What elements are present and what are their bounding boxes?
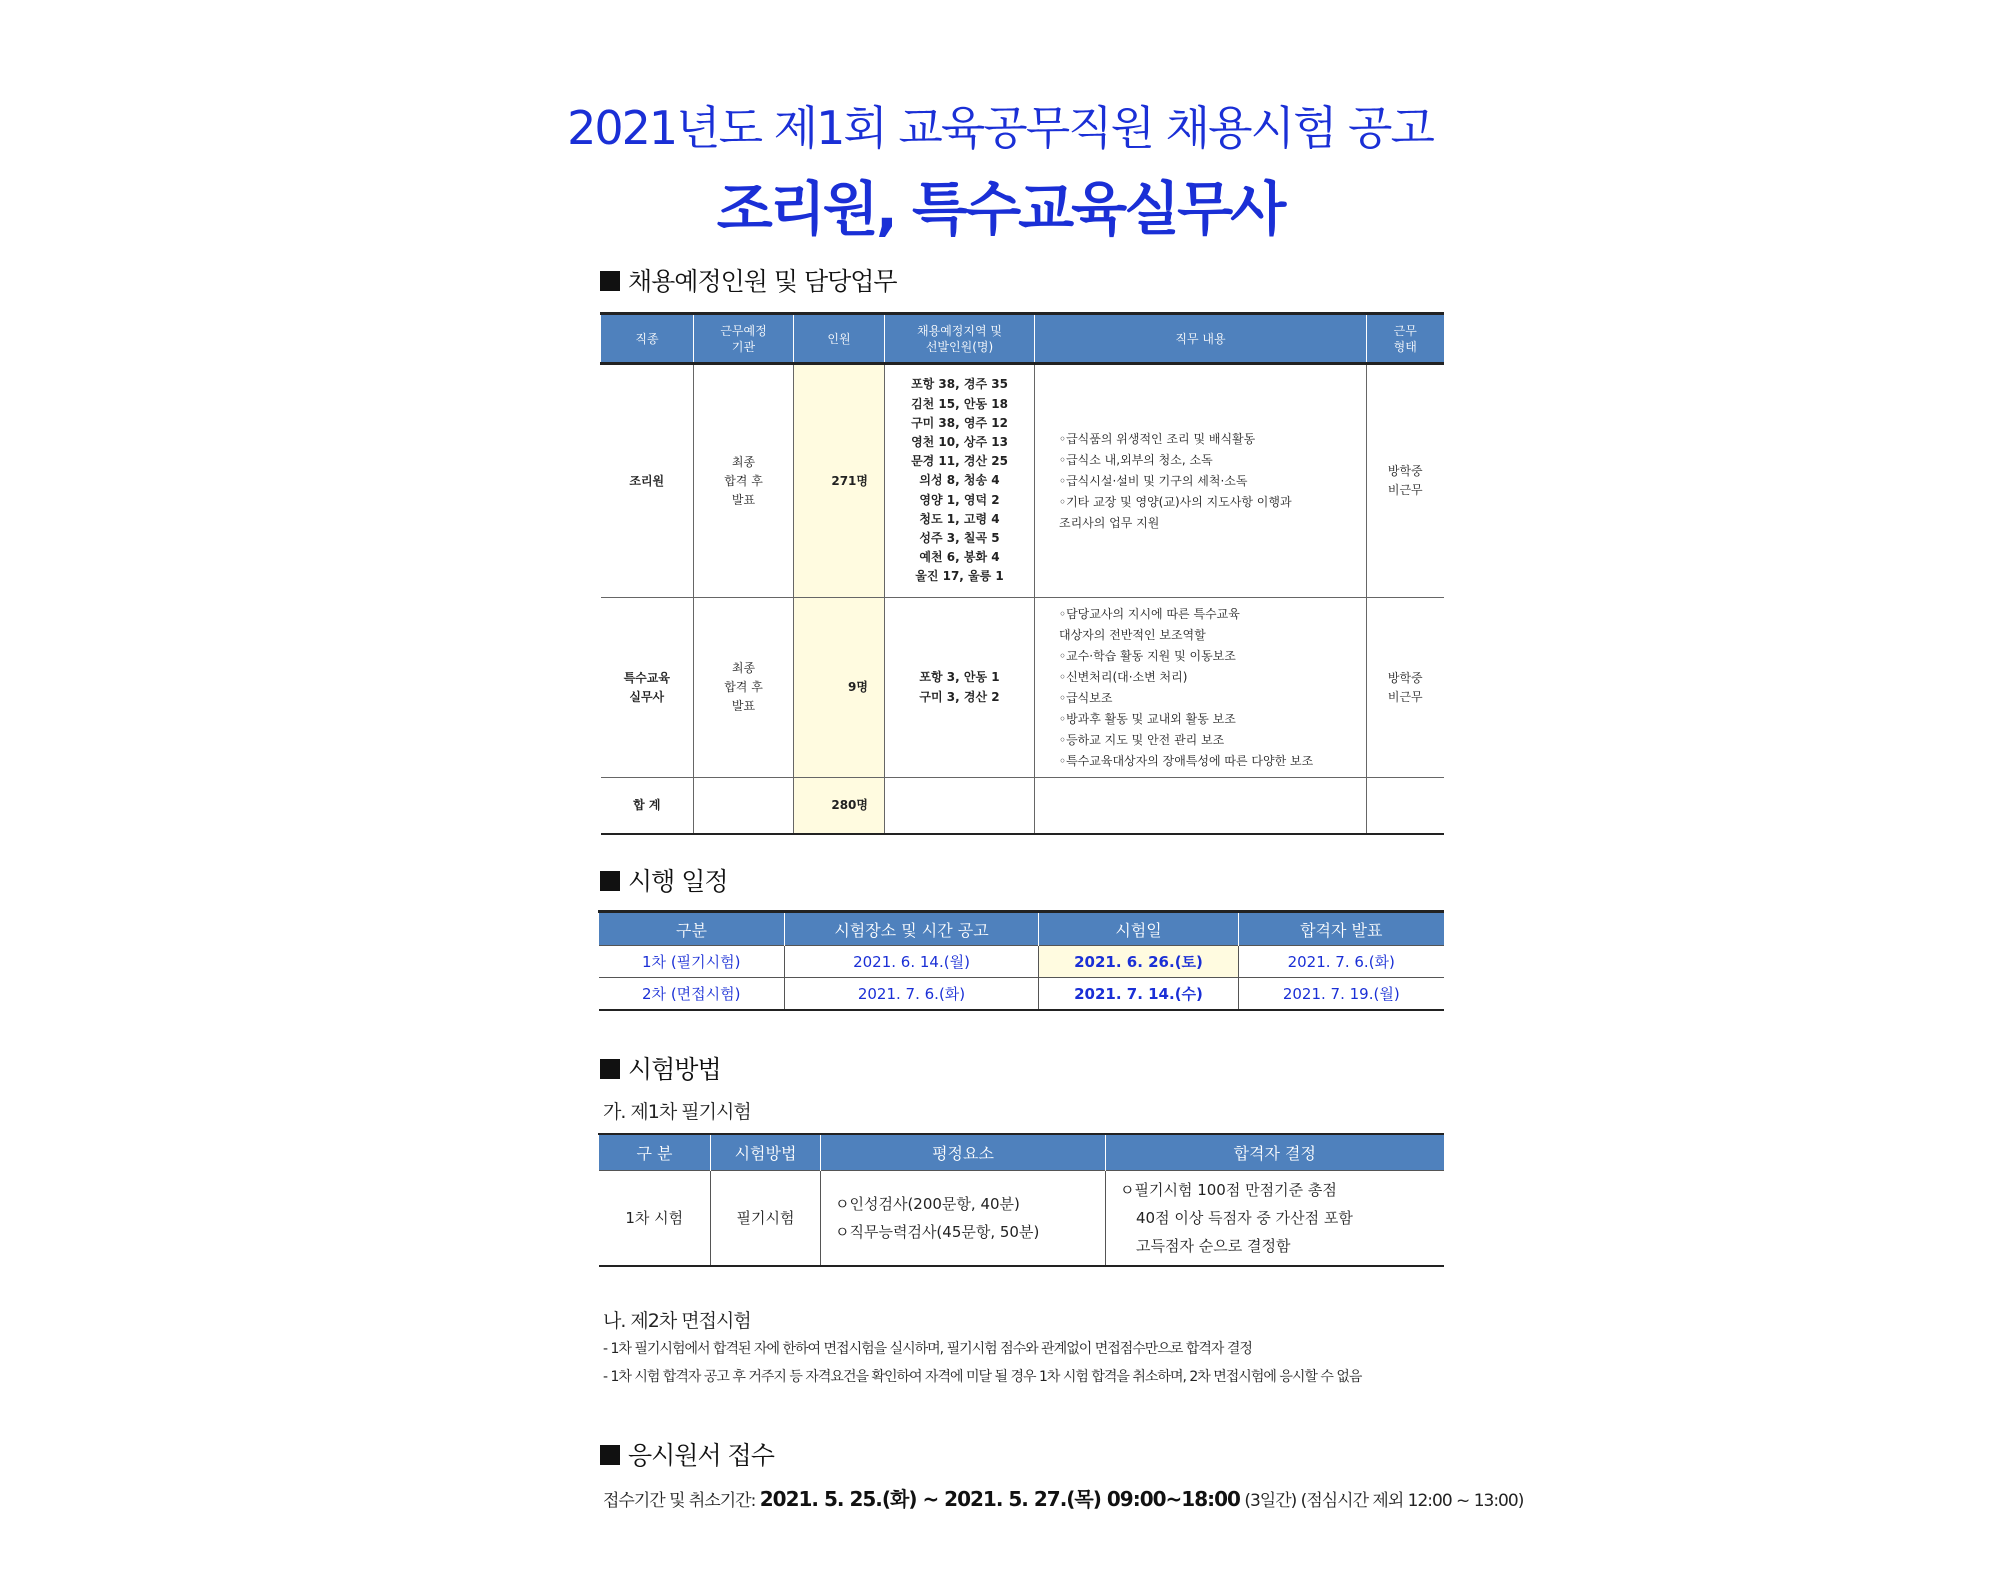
header-cell: 시험일 [1039,912,1239,946]
square-bullet-icon [600,871,620,891]
job-cell: 조리원 [601,364,694,598]
header-cell: 시험방법 [711,1134,821,1170]
exam-date-cell: 2021. 7. 14.(수) [1039,978,1239,1010]
schedule-table [598,910,1444,1011]
total-label: 합 계 [601,778,694,834]
empty-cell [1367,778,1444,834]
interview-note: - 1차 필기시험에서 합격된 자에 한하여 면접시험을 실시하며, 필기시험 점수와 관계없이 면접점수만으로 합격자 결정 [603,1341,1252,1357]
application-period [603,1483,1523,1512]
application-suffix: (3일간) (점심시간 제외 12:00 ~ 13:00) [1239,1491,1524,1511]
job-cell: 특수교육 실무사 [601,598,694,778]
worktype-cell: 방학중 비근무 [1367,598,1444,778]
stage-cell: 1차 시험 [599,1170,711,1266]
header-cell: 직무 내용 [1035,314,1367,364]
regions-cell: 포항 3, 안동 1 구미 3, 경산 2 [885,598,1035,778]
page-subtitle: 조리원, 특수교육실무사 [716,175,1284,243]
header-cell: 합격자 발표 [1239,912,1444,946]
table-header-row [599,1134,1444,1170]
interview-note: - 1차 시험 합격자 공고 후 거주지 등 자격요건을 확인하여 자격에 미달 될 경우 1차 시험 합격을 취소하며, 2차 면접시험에 응시할 수 없음 [603,1369,1362,1385]
header-cell: 구분 [599,912,785,946]
table-row [599,978,1444,1010]
header-cell: 구 분 [599,1134,711,1170]
table-row [601,598,1444,778]
element-item: ㅇ인성검사(200문항, 40분) [835,1194,1020,1213]
section-heading-recruitment [600,262,897,298]
worktype-cell: 방학중 비근무 [1367,364,1444,598]
count-cell: 271명 [794,364,885,598]
header-cell: 합격자 결정 [1106,1134,1444,1170]
application-label: 접수기간 및 취소기간: [603,1491,760,1511]
square-bullet-icon [600,271,620,291]
empty-cell [1035,778,1367,834]
table-header-row [599,912,1444,946]
duties-cell: ◦급식품의 위생적인 조리 및 배식활동 ◦급식소 내,외부의 청소, 소독 ◦급식시설·설비 및 기구의 세척·소독 ◦기타 교장 및 영양(교)사의 지도사항 이행과 조리사의 업무 지원 [1035,364,1367,598]
exam-date-cell: 2021. 6. 26.(토) [1039,946,1239,978]
section-heading-text: 채용예정인원 및 담당업무 [628,267,897,296]
duties-cell: ◦담당교사의 지시에 따른 특수교육 대상자의 전반적인 보조역할 ◦교수·학습 활동 지원 및 이동보조 ◦신변처리(대·소변 처리) ◦급식보조 ◦방과후 활동 및 교내외 활동 보조 ◦등하교 지도 및 안전 관리 보조 ◦특수교육대상자의 장애특성에 따른 다양한 보조 [1035,598,1367,778]
notice-date-cell: 2021. 7. 6.(화) [785,978,1039,1010]
stage-cell: 2차 (면접시험) [599,978,785,1010]
agency-cell: 최종 합격 후 발표 [694,364,794,598]
section-heading-text: 응시원서 접수 [628,1441,774,1470]
decision-line: 고득점자 순으로 결정함 [1136,1236,1291,1255]
section-heading-text: 시행 일정 [628,867,728,896]
header-label: 직종 [635,331,659,346]
square-bullet-icon [600,1059,620,1079]
empty-cell [885,778,1035,834]
interview-subheading: 나. 제2차 면접시험 [603,1310,751,1332]
header-cell: 시험장소 및 시간 공고 [785,912,1039,946]
stage-cell: 1차 (필기시험) [599,946,785,978]
method-table [598,1133,1444,1267]
result-date-cell: 2021. 7. 6.(화) [1239,946,1444,978]
decision-cell [1106,1170,1444,1266]
section-heading-schedule [600,862,728,898]
table-row [599,946,1444,978]
total-count: 280명 [794,778,885,834]
header-cell: 근무 형태 [1367,314,1444,364]
element-item: ㅇ직무능력검사(45문항, 50분) [835,1222,1040,1241]
table-header-row [601,314,1444,364]
section-heading-text: 시험방법 [628,1055,721,1084]
table-row [601,364,1444,598]
section-heading-application [600,1436,774,1472]
regions-cell: 포항 38, 경주 35 김천 15, 안동 18 구미 38, 영주 12 영천 10, 상주 13 문경 11, 경산 25 의성 8, 청송 4 영양 1, 영덕 2 청도 1, 고령 4 성주 3, 칠곡 5 예천 6, 봉화 4 울진 17, 울릉 1 [885,364,1035,598]
header-cell: 근무예정 기관 [694,314,794,364]
total-row [601,778,1444,834]
count-cell: 9명 [794,598,885,778]
header-cell: 평정요소 [821,1134,1106,1170]
result-date-cell: 2021. 7. 19.(월) [1239,978,1444,1010]
application-dates: 2021. 5. 25.(화) ~ 2021. 5. 27.(목) 09:00~18:00 [759,1487,1240,1511]
table-row [599,1170,1444,1266]
agency-cell: 최종 합격 후 발표 [694,598,794,778]
header-cell: 채용예정지역 및 선발인원(명) [885,314,1035,364]
recruitment-table [600,312,1444,835]
written-exam-subheading: 가. 제1차 필기시험 [603,1101,751,1123]
header-cell: 인원 [794,314,885,364]
square-bullet-icon [600,1445,620,1465]
decision-line: 40점 이상 득점자 중 가산점 포함 [1136,1208,1353,1227]
decision-line: ㅇ필기시험 100점 만점기준 총점 [1120,1180,1337,1199]
section-heading-method [600,1050,721,1086]
page-title: 2021년도 제1회 교육공무직원 채용시험 공고 [567,101,1433,155]
method-cell: 필기시험 [711,1170,821,1266]
header-cell [601,314,694,364]
notice-date-cell: 2021. 6. 14.(월) [785,946,1039,978]
empty-cell [694,778,794,834]
elements-cell [821,1170,1106,1266]
